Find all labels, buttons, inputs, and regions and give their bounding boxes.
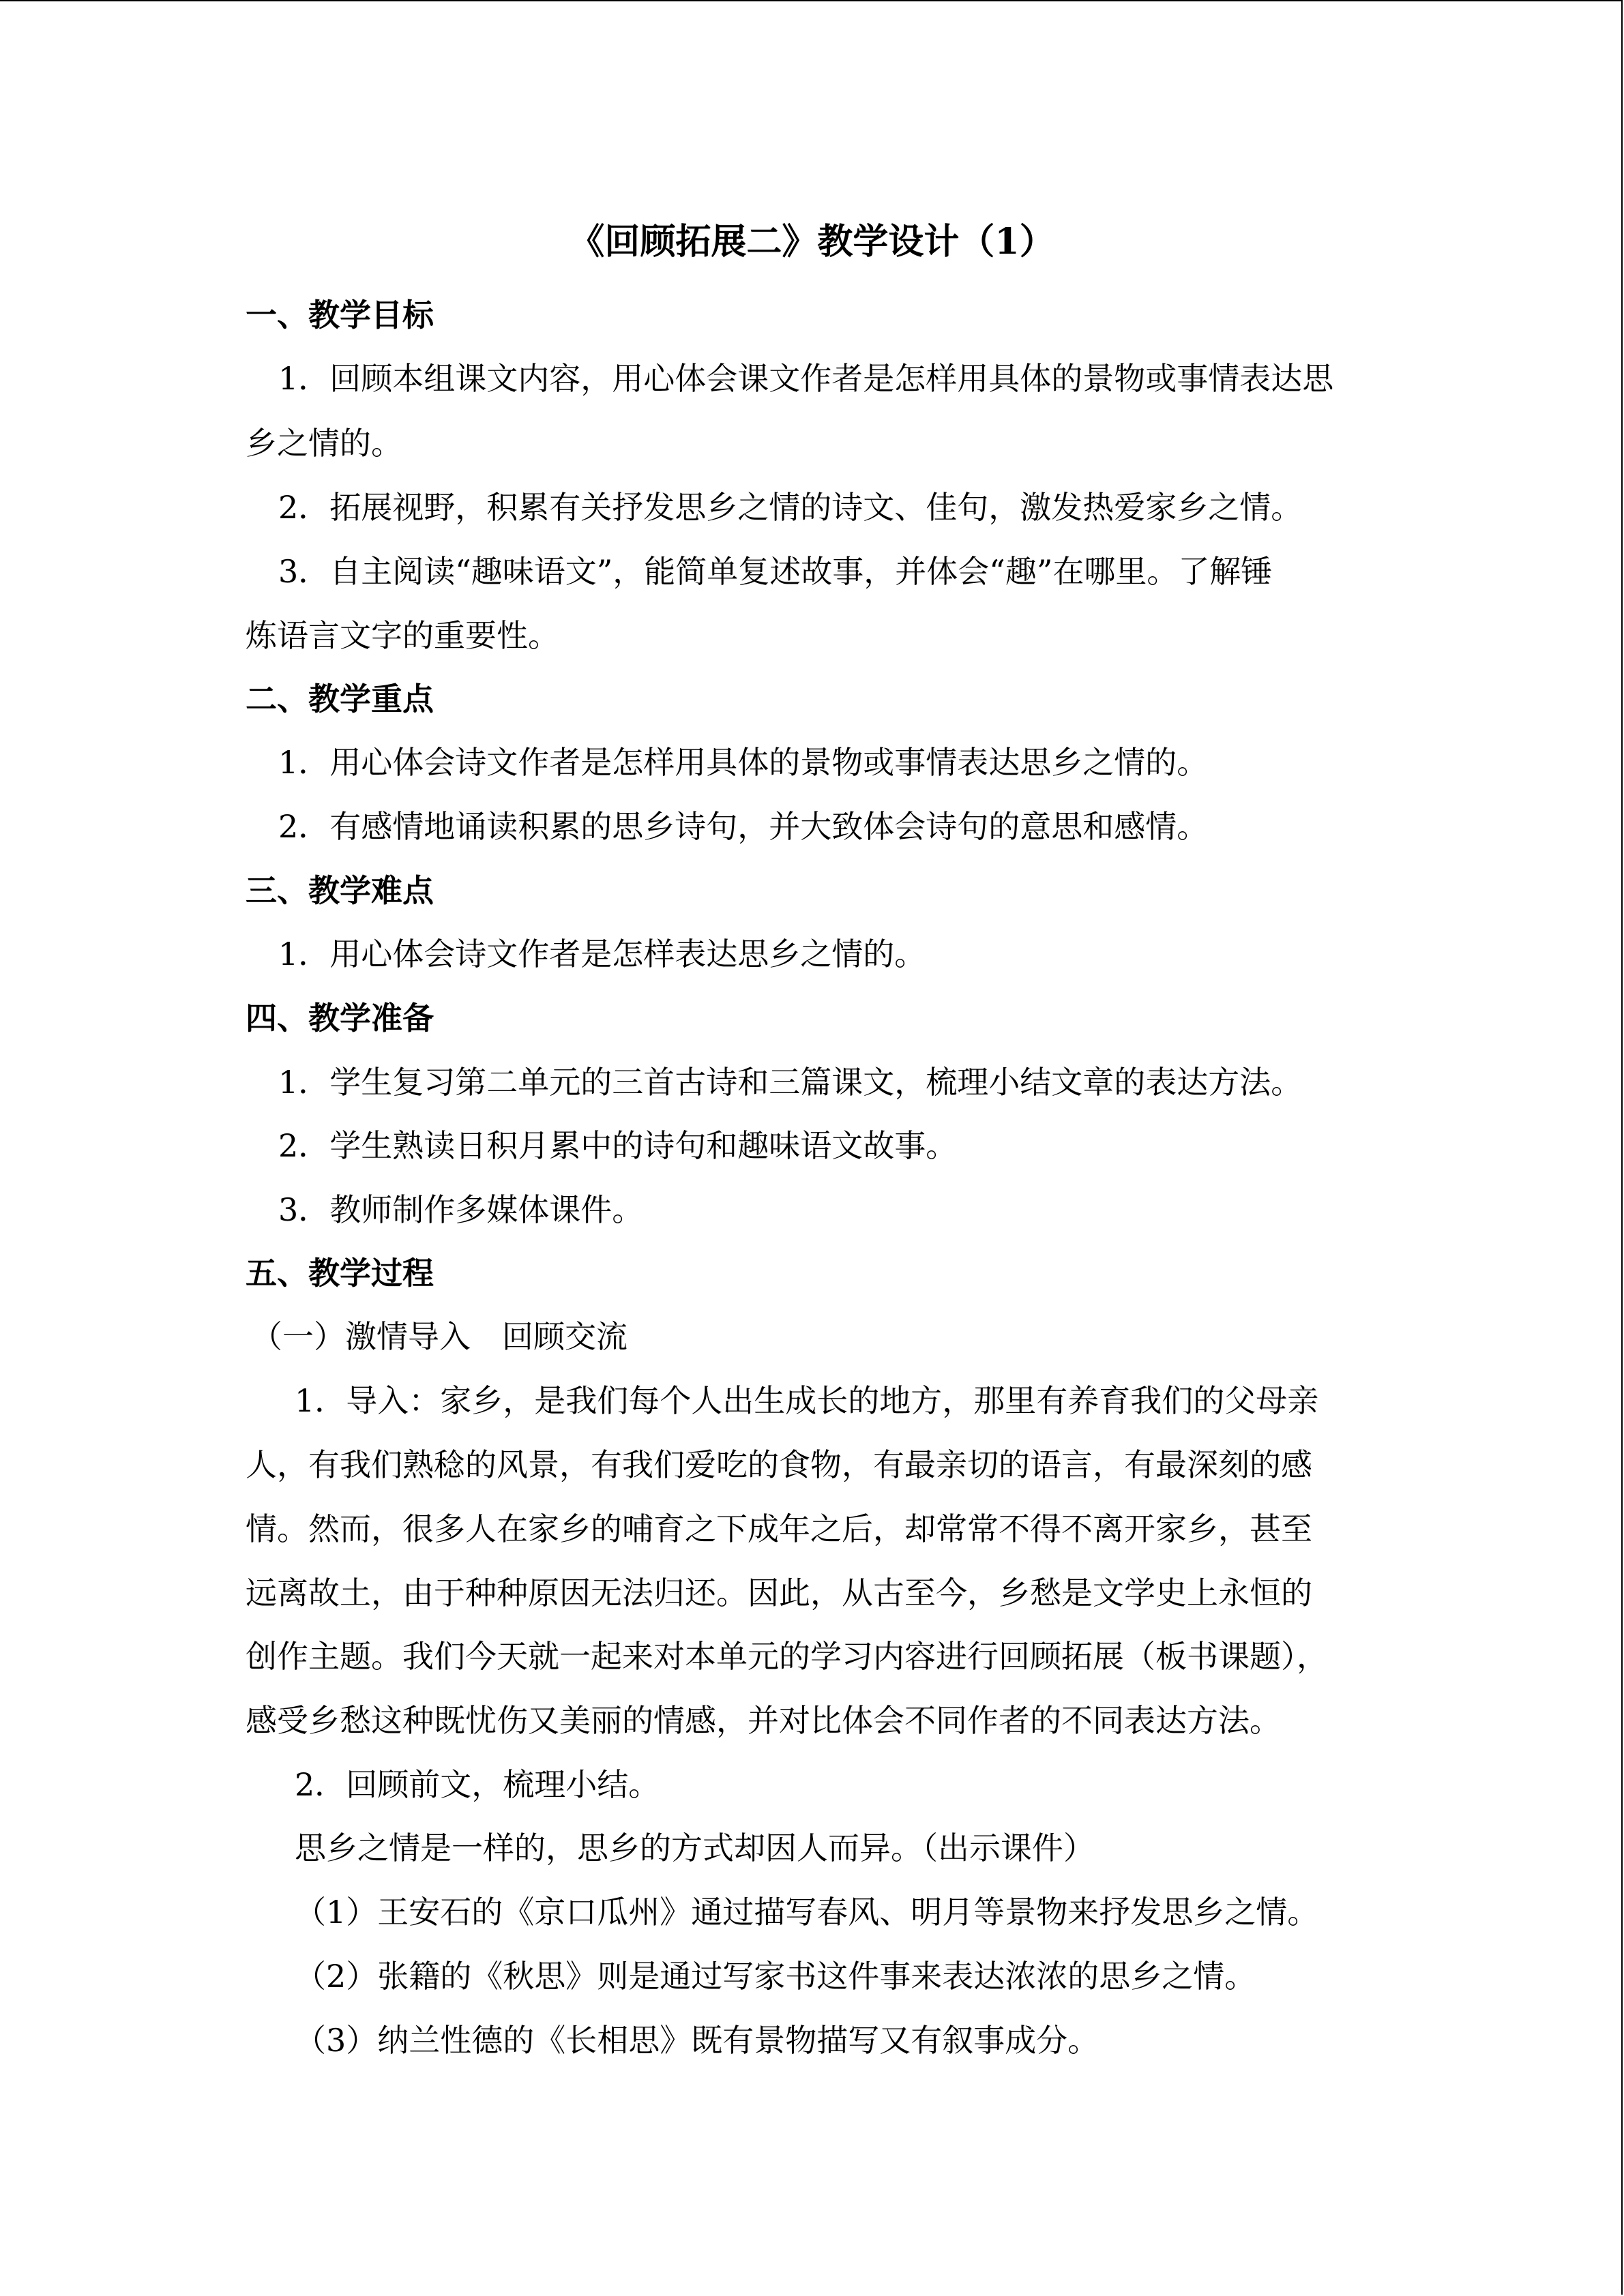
body-line: 3．自主阅读“趣味语文”，能简单复述故事，并体会“趣”在哪里。了解锤 <box>278 553 1273 590</box>
list-item: （2）张籍的《秋思》则是通过写家书这件事来表达浓浓的思乡之情。 <box>295 1958 1256 1995</box>
body-line: 1．用心体会诗文作者是怎样用具体的景物或事情表达思乡之情的。 <box>278 744 1209 781</box>
document-title: 《回顾拓展二》教学设计（1） <box>569 221 1055 263</box>
subsection-heading: （一）激情导入 回顾交流 <box>251 1318 628 1355</box>
section-heading-objectives: 一、教学目标 <box>246 297 434 333</box>
body-line: 1．回顾本组课文内容，用心体会课文作者是怎样用具体的景物或事情表达思 <box>278 360 1334 397</box>
section-heading-key-points: 二、教学重点 <box>246 681 434 717</box>
body-line: 1．学生复习第二单元的三首古诗和三篇课文，梳理小结文章的表达方法。 <box>278 1064 1303 1101</box>
body-line: 思乡之情是一样的，思乡的方式却因人而异。（出示课件） <box>295 1830 1095 1866</box>
body-line: 2．有感情地诵读积累的思乡诗句，并大致体会诗句的意思和感情。 <box>278 808 1209 845</box>
body-line: 2．学生熟读日积月累中的诗句和趣味语文故事。 <box>278 1127 958 1164</box>
section-heading-process: 五、教学过程 <box>246 1255 434 1292</box>
section-heading-difficulties: 三、教学难点 <box>246 872 434 909</box>
body-line: 2．回顾前文，梳理小结。 <box>295 1766 660 1803</box>
body-line: 情。然而，很多人在家乡的哺育之下成年之后，却常常不得不离开家乡，甚至 <box>246 1510 1312 1547</box>
list-item: （3）纳兰性德的《长相思》既有景物描写又有叙事成分。 <box>295 2022 1099 2059</box>
body-line: 远离故土，由于种种原因无法归还。因此，从古至今，乡愁是文学史上永恒的 <box>246 1575 1312 1611</box>
body-line: 1．导入：家乡，是我们每个人出生成长的地方，那里有养育我们的父母亲 <box>295 1382 1319 1419</box>
body-line: 乡之情的。 <box>246 425 402 462</box>
body-line: 创作主题。我们今天就一起来对本单元的学习内容进行回顾拓展（板书课题）， <box>246 1638 1328 1675</box>
body-line: 炼语言文字的重要性。 <box>246 617 559 654</box>
section-heading-preparation: 四、教学准备 <box>246 1000 434 1037</box>
body-line: 3．教师制作多媒体课件。 <box>278 1191 644 1228</box>
body-line: 1．用心体会诗文作者是怎样表达思乡之情的。 <box>278 936 926 972</box>
list-item: （1）王安石的《京口瓜州》通过描写春风、明月等景物来抒发思乡之情。 <box>295 1894 1319 1930</box>
body-line: 人，有我们熟稔的风景，有我们爱吃的食物，有最亲切的语言，有最深刻的感 <box>246 1446 1312 1483</box>
body-line: 2．拓展视野，积累有关抒发思乡之情的诗文、佳句，激发热爱家乡之情。 <box>278 489 1303 526</box>
body-line: 感受乡愁这种既忧伤又美丽的情感，并对比体会不同作者的不同表达方法。 <box>246 1702 1281 1739</box>
